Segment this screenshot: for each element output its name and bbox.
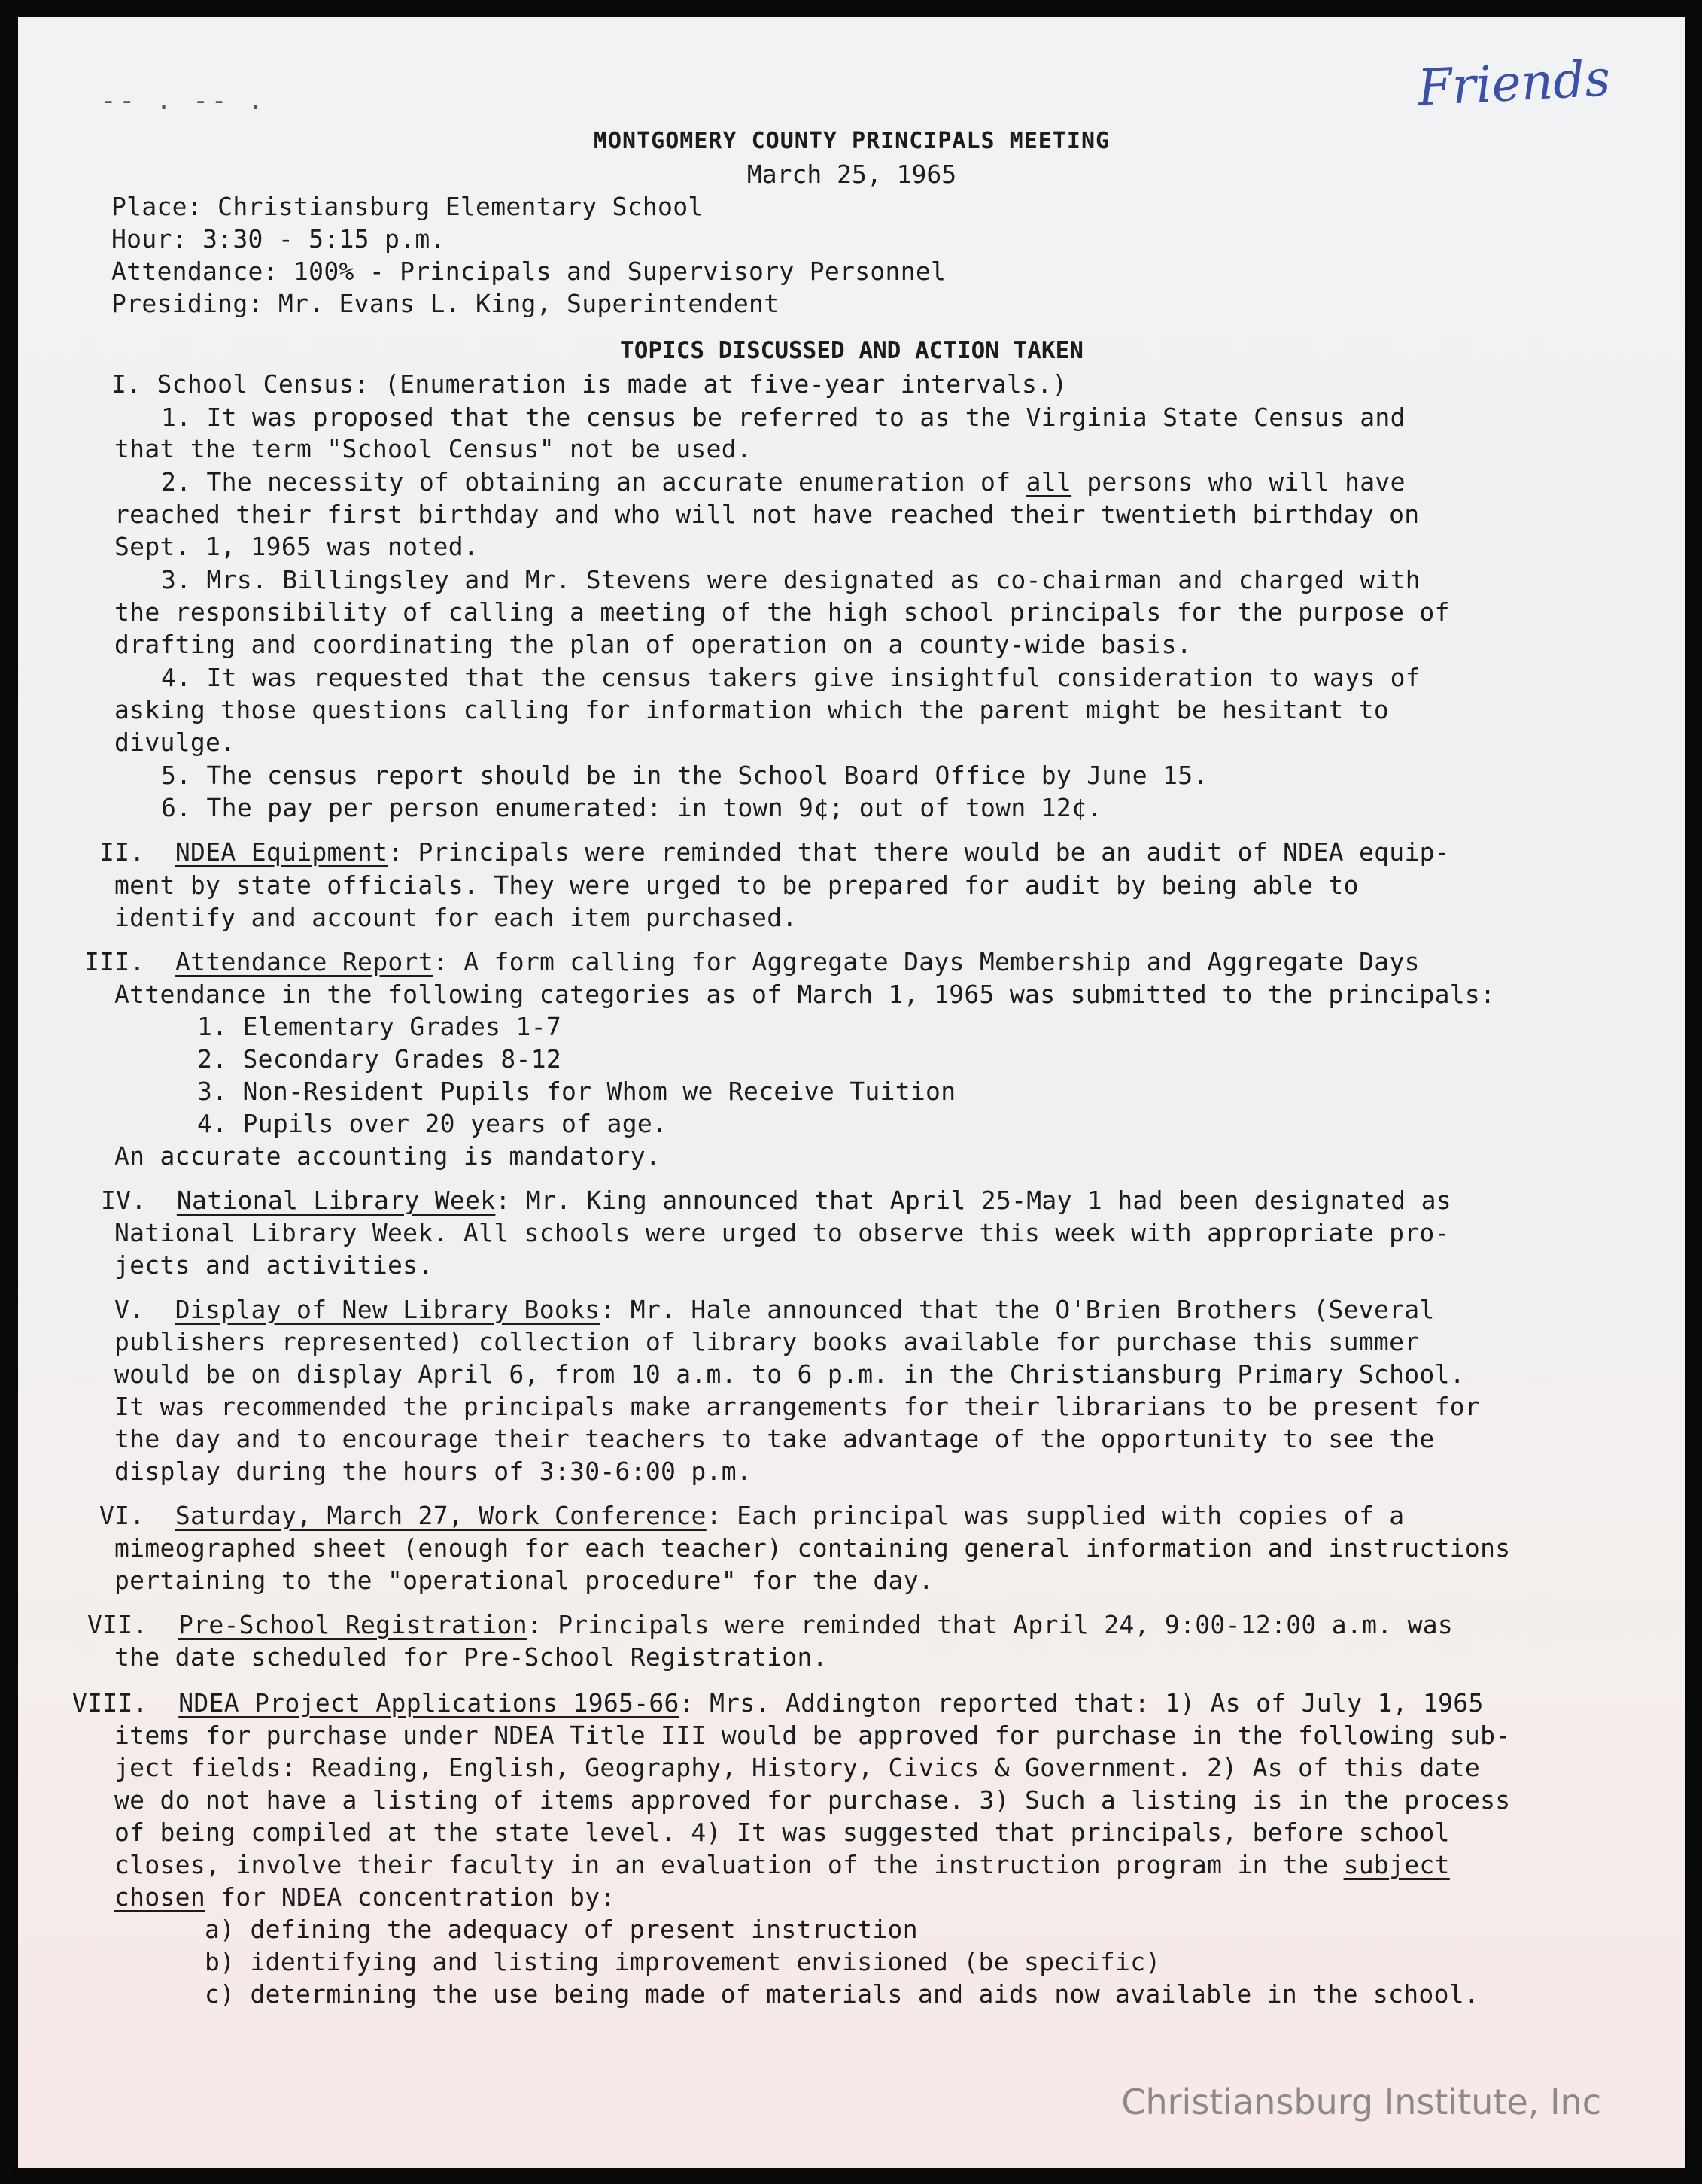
section-1-line: 4. It was requested that the census takers give insightful consideration to ways of xyxy=(161,663,1421,692)
handwritten-note: Friends xyxy=(1416,49,1612,117)
section-7-first-line: VII. Pre-School Registration: Principals were reminded that April 24, 9:00-12:00 a.m. was xyxy=(87,1610,1454,1639)
hour-line: Hour: 3:30 - 5:15 p.m. xyxy=(111,224,445,254)
section-8-line: of being compiled at the state level. 4) It was suggested that principals, before school xyxy=(114,1818,1450,1847)
section-1-line: 5. The census report should be in the School Board Office by June 15. xyxy=(161,761,1208,790)
section-8-line: we do not have a listing of items approved for purchase. 3) Such a listing is in the process xyxy=(114,1785,1511,1815)
section-5-line: would be on display April 6, from 10 a.m. to 6 p.m. in the Christiansburg Primary School. xyxy=(114,1359,1465,1389)
section-1-line: drafting and coordinating the plan of operation on a county-wide basis. xyxy=(114,630,1192,659)
list-item: b) identifying and listing improvement envisioned (be specific) xyxy=(205,1947,1161,1976)
section-1-heading: I. School Census: (Enumeration is made at five-year intervals.) xyxy=(111,369,1068,399)
section-2-line: ment by state officials. They were urged to be prepared for audit by being able to xyxy=(114,870,1359,900)
section-6-first-line: VI. Saturday, March 27, Work Conference: Each principal was supplied with copies of a xyxy=(99,1501,1405,1530)
list-item: 1. Elementary Grades 1-7 xyxy=(197,1012,562,1041)
list-item: a) defining the adequacy of present instruction xyxy=(205,1915,918,1944)
section-8-first-line: VIII. NDEA Project Applications 1965-66: Mrs. Addington reported that: 1) As of July 1, 1965 xyxy=(72,1688,1484,1718)
section-8-line: closes, involve their faculty in an evaluation of the instruction program in the subject xyxy=(114,1850,1450,1879)
section-1-line: 2. The necessity of obtaining an accurate enumeration of all persons who will have xyxy=(161,467,1406,497)
document-title: MONTGOMERY COUNTY PRINCIPALS MEETING xyxy=(593,128,1111,154)
list-item: 2. Secondary Grades 8-12 xyxy=(197,1044,562,1074)
list-item: c) determining the use being made of materials and aids now available in the school. xyxy=(205,1979,1480,2009)
section-4-line: National Library Week. All schools were urged to observe this week with appropriate pro- xyxy=(114,1218,1450,1247)
section-6-line: mimeographed sheet (enough for each teacher) containing general information and instructions xyxy=(114,1533,1511,1563)
section-5-first-line: V. Display of New Library Books: Mr. Hale announced that the O'Brien Brothers (Several xyxy=(114,1295,1435,1324)
section-2-line: identify and account for each item purchased. xyxy=(114,903,798,932)
section-8-line: ject fields: Reading, English, Geography, History, Civics & Government. 2) As of this date xyxy=(114,1753,1481,1782)
meeting-date: March 25, 1965 xyxy=(746,159,957,189)
place-line: Place: Christiansburg Elementary School xyxy=(111,192,704,221)
section-5-line: publishers represented) collection of library books available for purchase this summer xyxy=(114,1327,1420,1356)
section-1-line: 3. Mrs. Billingsley and Mr. Stevens were designated as co-chairman and charged with xyxy=(161,565,1421,594)
corner-marks: -- . -- . xyxy=(101,86,267,116)
section-5-line: display during the hours of 3:30-6:00 p.m. xyxy=(114,1457,752,1486)
section-1-line: divulge. xyxy=(114,727,236,757)
section-1-line: reached their first birthday and who will not have reached their twentieth birthday on xyxy=(114,500,1420,529)
section-1-line: that the term "School Census" not be used. xyxy=(114,434,752,463)
section-5-line: the day and to encourage their teachers to take advantage of the opportunity to see the xyxy=(114,1424,1435,1453)
section-4-first-line: IV. National Library Week: Mr. King announced that April 25-May 1 had been designated as xyxy=(101,1186,1451,1215)
section-5-line: It was recommended the principals make arrangements for their librarians to be present for xyxy=(114,1392,1481,1421)
section-1-line: 1. It was proposed that the census be referred to as the Virginia State Census and xyxy=(161,402,1406,432)
list-item: 4. Pupils over 20 years of age. xyxy=(197,1109,668,1138)
section-3-first-line: III. Attendance Report: A form calling for Aggregate Days Membership and Aggregate Days xyxy=(84,947,1420,977)
section-8-line: items for purchase under NDEA Title III would be approved for purchase in the following sub- xyxy=(114,1721,1511,1750)
section-7-line: the date scheduled for Pre-School Registration. xyxy=(114,1642,828,1672)
watermark: Christiansburg Institute, Inc xyxy=(1121,2082,1601,2122)
section-3-line: Attendance in the following categories as of March 1, 1965 was submitted to the principals: xyxy=(114,980,1496,1009)
presiding-line: Presiding: Mr. Evans L. King, Superintendent xyxy=(111,289,780,318)
section-1-line: asking those questions calling for information which the parent might be hesitant to xyxy=(114,695,1390,724)
section-1-line: Sept. 1, 1965 was noted. xyxy=(114,532,479,561)
section-2-first-line: II. NDEA Equipment: Principals were reminded that there would be an audit of NDEA equip- xyxy=(99,837,1450,867)
section-6-line: pertaining to the "operational procedure" for the day. xyxy=(114,1566,935,1595)
topics-heading: TOPICS DISCUSSED AND ACTION TAKEN xyxy=(620,337,1084,364)
section-3-line: An accurate accounting is mandatory. xyxy=(114,1141,661,1171)
section-4-line: jects and activities. xyxy=(114,1250,433,1280)
list-item: 3. Non-Resident Pupils for Whom we Receive Tuition xyxy=(197,1077,956,1106)
section-1-line: the responsibility of calling a meeting of the high school principals for the purpose of xyxy=(114,597,1450,627)
section-8-line: chosen for NDEA concentration by: xyxy=(114,1882,615,1912)
document-page xyxy=(18,17,1685,2168)
section-1-line: 6. The pay per person enumerated: in town 9¢; out of town 12¢. xyxy=(161,793,1102,822)
attendance-line: Attendance: 100% - Principals and Supervisory Personnel xyxy=(111,257,947,286)
